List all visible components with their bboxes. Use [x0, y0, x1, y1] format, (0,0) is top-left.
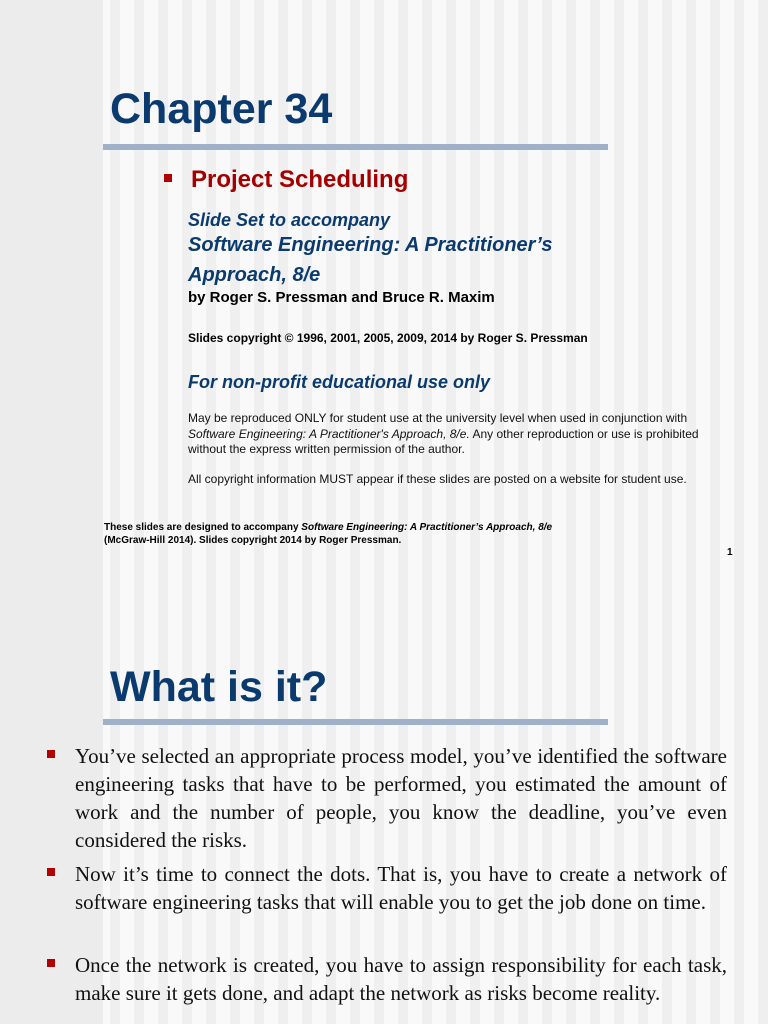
slide-title: What is it?	[110, 663, 328, 711]
reproduction-notice	[188, 411, 718, 458]
title-underline	[103, 719, 608, 725]
square-bullet-icon	[164, 174, 172, 182]
slide-set-line: Slide Set to accompany	[188, 210, 391, 230]
slide-subtitle: Project Scheduling	[191, 166, 409, 193]
slide-title: Chapter 34	[110, 85, 333, 133]
book-title-line-2: Approach, 8/e	[188, 264, 321, 286]
footer-text-post: (McGraw-Hill 2014). Slides copyright 2014 by Roger Pressman.	[104, 535, 402, 546]
authors: by Roger S. Pressman and Bruce R. Maxim	[188, 289, 495, 306]
bullet-item: Now it’s time to connect the dots. That is, you have to create a network of software engineering tasks that will enable you to get the job done on time.	[75, 862, 727, 914]
square-bullet-icon	[47, 959, 55, 967]
copyright-line: Slides copyright © 1996, 2001, 2005, 2009, 2014 by Roger S. Pressman	[188, 331, 588, 345]
slide-footer	[104, 521, 554, 547]
book-title-line-1: Software Engineering: A Practitioner’s	[188, 234, 553, 256]
bullet-item: Once the network is created, you have to assign responsibility for each task, make sure it gets done, and adapt the network as risks become reality.	[75, 953, 727, 1005]
footer-book-title: Software Engineering: A Practitioner’s Approach, 8/e	[301, 522, 553, 533]
page-number: 1	[727, 547, 733, 558]
nonprofit-notice: For non-profit educational use only	[188, 372, 491, 392]
square-bullet-icon	[47, 868, 55, 876]
posting-notice: All copyright information MUST appear if these slides are posted on a website for student use.	[188, 472, 687, 486]
slide-2	[0, 575, 768, 1024]
reproduction-text-post: Any other reproduction or use is prohibited without the express written permission of the author.	[188, 426, 699, 456]
reproduction-book-title: Software Engineering: A Practitioner's Approach, 8/e.	[188, 426, 470, 441]
slide-left-band	[0, 0, 103, 575]
footer-text-pre: These slides are designed to accompany	[104, 522, 302, 533]
bullet-item: You’ve selected an appropriate process model, you’ve identified the software engineering tasks that have to be performed, you estimated the amount of work and the number of people, you know the deadline, you’ve even considered the risks.	[75, 744, 727, 852]
square-bullet-icon	[47, 750, 55, 758]
reproduction-text-pre: May be reproduced ONLY for student use at the university level when used in conjunction with	[188, 411, 688, 425]
title-underline	[103, 144, 608, 150]
